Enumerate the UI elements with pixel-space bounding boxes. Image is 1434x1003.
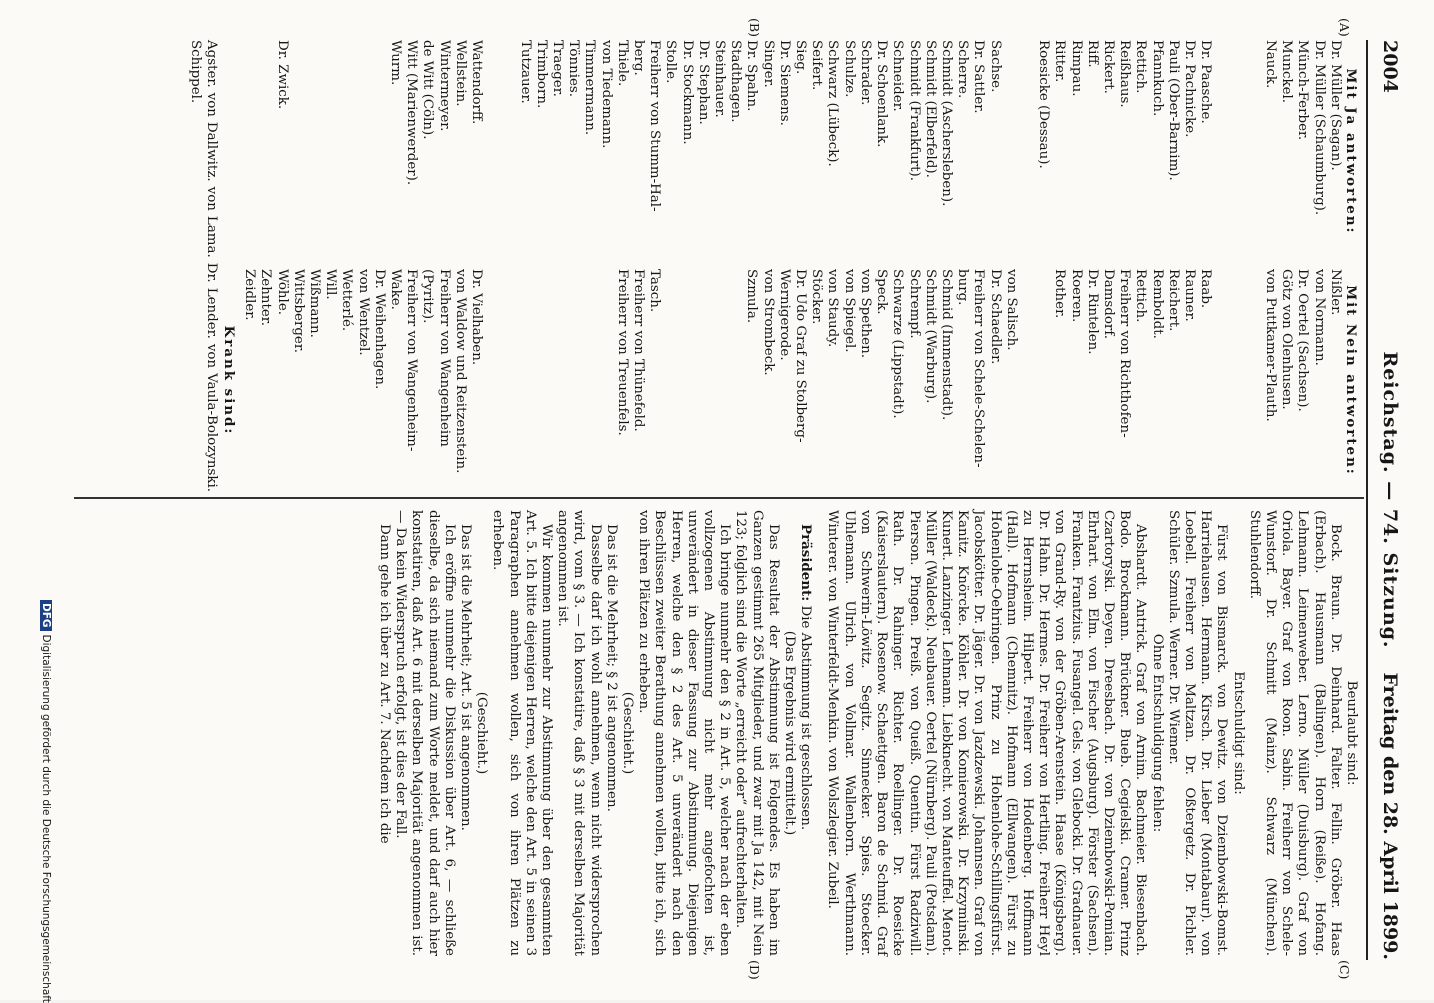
nein-list (221, 269, 1359, 492)
nein-name: von Spethen. (857, 269, 873, 358)
nein-name (678, 269, 694, 492)
margin-marker-a: (A) (1337, 18, 1352, 37)
ja-name: Singer. (760, 40, 776, 88)
nein-name (516, 269, 532, 492)
margin-marker-c: (C) (1337, 960, 1352, 980)
nein-name: Wetterlé. (339, 269, 355, 332)
page-date: Freitag den 28. April 1899. (1379, 672, 1401, 960)
nein-name (597, 269, 613, 492)
ja-name: Thiele. (614, 40, 630, 87)
ja-name (484, 40, 500, 263)
nein-name (500, 269, 516, 492)
nein-name (695, 269, 711, 492)
ja-name (1229, 40, 1245, 263)
ja-name: Schmidt (Aschersleben). (938, 40, 954, 207)
nein-name: Reichert. (1165, 269, 1181, 332)
nein-name: von Normann. (1311, 269, 1327, 366)
nein-name (1213, 269, 1229, 492)
ja-name: Münch-Ferber. (1295, 40, 1311, 141)
ja-name: Dr. Sattler. (971, 40, 987, 114)
nein-name: Stöcker. (809, 269, 825, 325)
vote-list-column (186, 40, 1359, 492)
ja-name: Traeger. (550, 40, 566, 97)
nein-name: von Staudy. (825, 269, 841, 348)
nein-name (711, 269, 727, 492)
nein-name: Götz von Olenhusen. (1279, 269, 1295, 410)
ja-name: Roesicke (Dessau). (1036, 40, 1052, 169)
nein-name (484, 269, 500, 492)
result-note: (Das Ergebnis wird ermittelt.) (782, 630, 798, 836)
ja-name: Munckel. (1279, 40, 1295, 104)
ja-name (500, 40, 516, 263)
ja-name: Wintermeyer. (436, 40, 452, 132)
article6-paragraph: Ich eröffne nunmehr die Diskussion über Art. 6, — schließe dieselbe, da sich niemand zum Worte meldet, und darf auch hier konstatiren, daß Art. 6 mit derselben Majorität angenommen ist. — Da kein Widerspruch erfolgt, ist dies der Fall. (393, 510, 457, 956)
nein-name: Freiherr von Schele-Schelen- (971, 269, 987, 468)
section2-accepted: Das ist die Mehrheit; § 2 ist angenommen. (603, 524, 619, 812)
ja-name: Sachse. (987, 40, 1003, 93)
funding-footer (40, 600, 52, 1003)
ja-name (290, 40, 306, 263)
nein-name (565, 269, 581, 492)
nein-name: (Pyritz). (420, 269, 436, 324)
nein-name (533, 269, 549, 492)
nein-name: von Wentzel. (355, 269, 371, 356)
ja-name (354, 40, 370, 263)
ja-heading: Mit Ja antworten: (1343, 68, 1359, 235)
header-rule (1366, 40, 1368, 960)
nein-name (1019, 269, 1035, 492)
nein-name: Roeren. (1068, 269, 1084, 323)
nein-name: Speck. (874, 269, 890, 315)
ja-name: Witt (Marienwerder). (404, 40, 420, 186)
nein-name (1229, 269, 1245, 492)
krank-heading: Krank sind: (220, 325, 237, 436)
ja-name (338, 40, 354, 263)
margin-marker-d: (D) (747, 960, 762, 980)
vote-closed-text: Die Abstimmung ist geschlossen. (798, 605, 814, 831)
ja-name: Dr. Müller (Schaumburg). (1311, 40, 1327, 216)
nein-name (1035, 269, 1051, 492)
ja-name: Trimborn. (533, 40, 549, 109)
ja-name (1019, 40, 1035, 263)
page-header (1369, 40, 1409, 960)
ja-name: Dr. Stephan. (695, 40, 711, 125)
nein-name: Dr. Udo Graf zu Stolberg- (793, 269, 809, 443)
nein-name: Freiherr von Wangenheim (436, 269, 452, 447)
nein-name (727, 269, 743, 492)
nein-name: Freiherr von Richthofen- (1117, 269, 1133, 438)
ja-name: Dr. Pachnicke. (1181, 40, 1197, 138)
nein-names (241, 269, 1343, 492)
nein-name: Tasch. (647, 269, 663, 313)
nein-name: Dr. Schaedler. (987, 269, 1003, 365)
ja-name: Timmermann. (582, 40, 598, 136)
ja-name: Dr. Zwick. (274, 40, 290, 110)
nein-name: von Salisch. (1003, 269, 1019, 351)
ja-name: Ritter. (1052, 40, 1068, 83)
nein-name: burg. (955, 269, 971, 306)
nein-name: von Puttkamer-Plauth. (1262, 269, 1278, 422)
nein-name: von Strombeck. (760, 269, 776, 376)
ja-name: Schulze. (841, 40, 857, 98)
ja-name: Schrader. (857, 40, 873, 106)
ja-name: Sieg. (793, 40, 809, 75)
nein-name: Rauner. (1181, 269, 1197, 322)
ja-name: Riff. (1084, 40, 1100, 68)
nein-name: Schrempf. (906, 269, 922, 339)
proceedings-column (376, 510, 1359, 956)
page-number: 2004 (1379, 40, 1401, 93)
page-title: Reichstag. — 74. Sitzung. (1379, 351, 1401, 649)
ja-name: Seifert. (809, 40, 825, 91)
ja-name (306, 40, 322, 263)
nein-name: Damsdorf. (1100, 269, 1116, 340)
nein-name (549, 269, 565, 492)
nein-heading: Mit Nein antworten: (1343, 285, 1359, 476)
ja-name: Pfannkuch. (1149, 40, 1165, 117)
nein-name: Remboldt. (1149, 269, 1165, 339)
president-label: Präsident: (798, 524, 815, 602)
nein-name (1246, 269, 1262, 492)
ja-name: Rimpau. (1068, 40, 1084, 97)
ohne-names: Abshardt. Antrick. Graf von Arnim. Bachmeier. Biesenbach. Bodo. Brockmann. Brückner. Bueb. Cegielski. Cramer. Prinz Czartoryski. Deyen. Dreesbach. Dr. von Dziembowski-Pomian. Ehrhart. von Elm. von Fischer (Augsburg). Förster (Sachsen). Franken. Frantzius. Fusangel. Gels. von Glebocki. Dr. Gradnauer. von Grand-Ry. von der Gröben-Arenstein. Haase (Königsberg). Dr. Hahn. Dr. Hermes. Dr. Freiherr von Hertling. Freiherr Heyl zu Herrnsheim. Hilpert. Freiherr von Hodenberg. Hoffmann (Hall). Hofmann (Chemnitz). Hofmann (Ellwangen). Fürst zu Hohenlohe-Oehringen. Prinz zu Hohenlohe-Schillingsfürst. Jacobskötter. Dr. Jäger. Dr. von Jazdzewski. Johannsen. Graf von Kanitz. Knörcke. Köhler. Dr. von Komierowski. Dr. Krzyminski. Kunert. Lanzinger. Lehmann. Liebknecht. von Manteuffel. Menot. Müller (Waldeck). Neubauer. Oertel (Nürnberg). Pauli (Potsdam). Pierson. Pingen. Preiß. von Queiß. Quentin. Fürst Radziwill. Rath. Dr. Rahinger. Richter. Roellinger. Dr. Roesicke (Kaiserslautern). Rosenow. Schaettgen. Baron de Schmid. Graf von Schwerin-Löwitz. Segitz. Sinnecker. Spies. Stoecker. Uhlemann. Ulrich. von Vollmar. Wallenborn. Werthmann. Winterer. von Winterfeldt-Menkin. von Wolszlegier. Zubeil. (825, 510, 1149, 956)
krank-names: Agster. von Dallwitz. von Lama. Dr. Lender. von Vaula-Bolozynski. Schippel. (187, 40, 219, 492)
beurlaubt-names: Bock. Braun. Dr. Deinhard. Falter. Fellin. Gröber. Haas (Erbach). Hausmann (Balingen). Horn (Reiße). Hofang. Lehmann. Leimenweber. Lerno. Müller (Duisburg). Graf von Oriola. Bayer. Graf von Roon. Sabin. Freiherr von Schele-Wunstorf. Dr. Schmitt (Mainz). Schwarz (München). Stuhlendorff. (1246, 510, 1343, 956)
nein-name: Freiherr von Treuenfels. (614, 269, 630, 436)
section2-paragraph: Ich bringe nunmehr den § 2 in Art. 5, welcher nach der eben vollzogenen Abstimmung nicht mehr angefochten ist, unverändert in dieser Fassung zur Abstimmung. Diejenigen Herren, welche den § 2 des Art. 5 unverändert nach den Beschlüssen zweiter Berathung annehmen wollen, bitte ich, sich von ihren Plätzen zu erheben. (636, 510, 733, 956)
ja-name: Rickert. (1100, 40, 1116, 94)
article7-paragraph: Dann gehe ich über zu Art. 7. Nachdem ich die (377, 524, 393, 844)
ja-name: de Witt (Cöln). (420, 40, 436, 140)
nein-name: von Spiegel. (841, 269, 857, 353)
ja-name: Dr. Siemens. (776, 40, 792, 126)
ja-name: Pauli (Ober-Barnim). (1165, 40, 1181, 181)
ja-name: Dr. Stockmann. (679, 40, 695, 145)
nein-name: Freiherr von Wangenheim- (404, 269, 420, 452)
funding-text: Digitalisierung gefördert durch die Deutsche Forschungsgemeinschaft (40, 634, 52, 1003)
nein-name: Wißmann. (307, 269, 322, 338)
margin-marker-b: (B) (747, 18, 762, 37)
nein-name: Nißler. (1327, 269, 1343, 316)
ja-name: Tutzauer. (517, 40, 533, 104)
ja-name: Schmidt (Frankfurt). (906, 40, 922, 181)
column-divider (74, 497, 1364, 499)
ja-name: Reißhaus. (1117, 40, 1133, 108)
nein-name: Dr. Oertel (Sachsen). (1295, 269, 1311, 412)
nein-name: Wittsberger. (290, 269, 306, 354)
ja-name: Schwarz (Lübeck). (825, 40, 841, 167)
ja-name: Tönnies. (566, 40, 582, 98)
nein-name: Freiherr von Thünefeld. (631, 269, 647, 432)
ja-name (322, 40, 338, 263)
ja-name: Freiherr von Stumm-Hal- (647, 40, 663, 212)
stage-note-2: (Geschieht.) (474, 691, 490, 775)
ja-name: Dr. Spahn. (744, 40, 760, 112)
ja-name (1246, 40, 1262, 263)
stage-note-1: (Geschieht.) (620, 691, 636, 775)
ja-name: Stadthagen. (728, 40, 744, 123)
ja-names (273, 40, 1342, 263)
ja-name: Dr. Schoenlank. (874, 40, 890, 148)
ja-name: Steinhauer. (712, 40, 728, 118)
ja-name: Dr. Paasche. (1198, 40, 1214, 124)
entschuldigt-heading: Entschuldigt sind: (1230, 671, 1246, 795)
nein-name: Dr. Vielhaben. (469, 269, 485, 366)
ja-name: Stolle. (663, 40, 679, 84)
nein-name: Schwarze (Lippstadt). (890, 269, 906, 419)
ja-name: Wattendorff. (469, 40, 485, 125)
beurlaubt-heading: Beurlaubt sind: (1344, 680, 1359, 786)
nein-name: Schmidt (Warburg). (922, 269, 938, 404)
nein-name: Wake. (388, 269, 404, 310)
nein-name: Wöhle. (274, 269, 290, 316)
nein-name: Raab. (1198, 269, 1214, 309)
ja-name: Schmidt (Elberfeld). (922, 40, 938, 178)
nein-name: Szmula. (744, 269, 760, 324)
ja-name: berg. (631, 40, 647, 76)
nein-name: Dr. Rintelen. (1084, 269, 1100, 355)
section3-paragraph: Dasselbe darf ich wohl annehmen, wenn nicht widersprochen wird, vom § 3. — Ich konstatire, daß § 3 mit derselben Majorität angenommen ist. (555, 510, 603, 956)
ja-name: Wurm. (388, 40, 404, 86)
article5-vote-paragraph: Wir kommen nunmehr zur Abstimmung über den gesammten Art. 5. Ich bitte diejenigen Herren, welche den Art. 5 in seinen 3 Paragraphen annehmen wollen, sich von ihren Plätzen zu erheben. (490, 510, 555, 956)
ja-name: Schneider. (890, 40, 906, 112)
entschuldigt-names: Fürst von Bismarck. von Dewitz. von Dziembowski-Bomst. Harriehausen. Hermann. Kirsch. Dr. Lieber (Montabaur). von Loebell. Freiherr von Maltzan. Dr. Oßtergetz. Dr. Pichler. Schüler. Szmula. Werner. Dr. Wiemer. (1165, 510, 1230, 956)
nein-name: Dr. Weihenhagen. (371, 269, 387, 390)
article5-accepted: Das ist die Mehrheit; Art. 5 ist angenommen. (458, 524, 474, 831)
ja-name: Rettich. (1133, 40, 1149, 94)
ja-name: Nauck. (1262, 40, 1278, 89)
nein-name: Rettich. (1133, 269, 1149, 323)
nein-name: Zeidler. (242, 269, 258, 321)
nein-name: von Waldow und Reitzenstein. (452, 269, 468, 474)
result-paragraph: Das Resultat der Abstimmung ist Folgendes. Es haben im Ganzen gestimmt 265 Mitglieder, und zwar mit Ja 142, mit Nein 123; folglich sind die Worte „erreicht oder“ aufrechterhalten. (733, 510, 781, 956)
ja-name (1213, 40, 1229, 263)
ja-name: Dr. Müller (Sagan). (1327, 40, 1343, 171)
nein-name (581, 269, 597, 492)
dfg-logo: DFG (40, 600, 52, 631)
ja-list (221, 40, 1359, 263)
nein-name: Rother. (1052, 269, 1068, 319)
ja-name (371, 40, 387, 263)
ohne-heading: Ohne Entschuldigung fehlen: (1149, 633, 1165, 833)
ja-name: Wellstein. (452, 40, 468, 107)
nein-name: Wernigerode. (776, 269, 792, 361)
ja-name (1003, 40, 1019, 263)
nein-name: Schmid (Immenstadt). (938, 269, 954, 421)
ja-name: von Tiedemann. (598, 40, 614, 149)
ja-name: Scherre. (955, 40, 971, 99)
nein-name (662, 269, 678, 492)
nein-name: Zehnter. (258, 269, 274, 326)
nein-name: Will. (323, 269, 339, 300)
president-statement (797, 510, 814, 956)
